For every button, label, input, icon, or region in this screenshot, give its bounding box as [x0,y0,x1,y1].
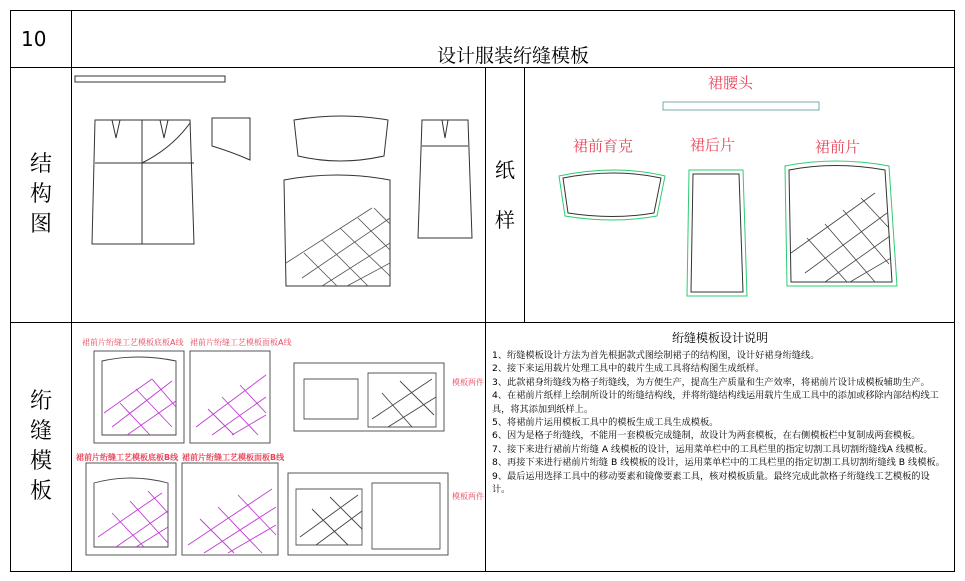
template-label-4: 板 [29,479,52,504]
note-item: 6、因为是格子绗缝线，不能用一套模板完成缝制，故设计为两套模板，在右侧模板栏中复制成两套模板。 [492,430,921,442]
template-a-face-label: 裙前片绗缝工艺模板面板A线 [190,338,292,347]
front-yoke-label: 裙前育克 [573,137,634,155]
front-yoke-piece [559,170,665,220]
yoke-shape [212,118,250,160]
row-number-cell [10,10,72,68]
structure-label-1: 结 [29,152,52,177]
back-piece [687,170,747,296]
note-item: 2、接下来运用载片处理工具中的载片生成工具将结构图生成纸样。 [492,363,765,375]
template-b-side [288,473,448,555]
waistband-strip-shape [75,76,225,82]
row-number: 10 [21,27,47,51]
note-item: 9、最后运用选择工具中的移动要素和镜像要素工具，核对模板质量。最终完成此款格子绗缝线工艺模板的设计。 [492,470,930,496]
structure-label-3: 图 [29,212,52,237]
note-item: 1、绗缝模板设计方法为首先根据款式图绘制裙子的结构图，设计好裙身绗缝线。 [492,350,820,361]
template-a-bottom-label: 裙前片绗缝工艺模板底板A线 [82,338,184,347]
note-item: 7、接下来进行裙前片绗缝 A 线模板的设计，运用菜单栏中的工具栏里的指定切割工具切割绗缝线A 线模板。 [492,443,933,455]
pattern-label-2: 样 [495,208,515,232]
template-label-3: 模 [29,449,52,474]
template-tag-2: 模板两件 [452,492,484,501]
skirt-body-shape [92,120,194,244]
note-item: 8、再接下来进行裙前片绗缝 B 线模板的设计，运用菜单栏中的工具栏里的指定切割工具切割绗缝线 B 线模板。 [492,457,945,469]
front-piece-label: 裙前片 [815,138,861,156]
notes-list [492,349,948,496]
template-b-bottom [86,463,176,555]
template-b-face-label: 裙前片绗缝工艺模板面板B线 [182,453,285,462]
waistband-piece [663,102,819,110]
waistband-label: 裙腰头 [708,74,754,92]
title-cell [71,10,955,68]
note-item: 3、此款裙身绗缝线为格子绗缝线，为方便生产，提高生产质量和生产效率，将裙前片设计成模板辅助生产。 [492,376,930,388]
page-title: 设计服装绗缝模板 [436,45,589,67]
front-yoke-shape [294,116,388,161]
front-piece [785,161,897,286]
notes-cell [485,322,955,572]
structure-drawing [72,68,485,322]
back-piece-label: 裙后片 [690,136,736,154]
template-b-bottom-label: 裙前片绗缝工艺模板底板B线 [76,453,179,462]
structure-label-cell [10,67,72,323]
quilting-grid [286,208,390,286]
template-a-bottom [94,351,184,443]
notes-title: 绗缝模板设计说明 [671,331,768,345]
pattern-drawing [525,68,954,322]
template-a-face [190,351,270,443]
template-label-2: 缝 [29,419,52,444]
pattern-label-1: 纸 [495,158,515,182]
template-b-face [182,463,278,555]
template-tag-1: 模板两件 [452,378,484,387]
template-label-cell [10,322,72,572]
template-label-1: 绗 [29,389,52,414]
note-item: 5、将裙前片运用模板工具中的模板生成工具生成模板。 [492,417,719,429]
structure-label-2: 构 [29,182,52,207]
pattern-label-cell [485,67,525,323]
note-item: 4、在裙前片纸样上绘制所设计的绗缝结构线，并将绗缝结构线运用载片生成工具中的添加或移除内部结构线工具，将其添加到纸样上。 [492,390,939,415]
template-drawing [72,323,485,571]
